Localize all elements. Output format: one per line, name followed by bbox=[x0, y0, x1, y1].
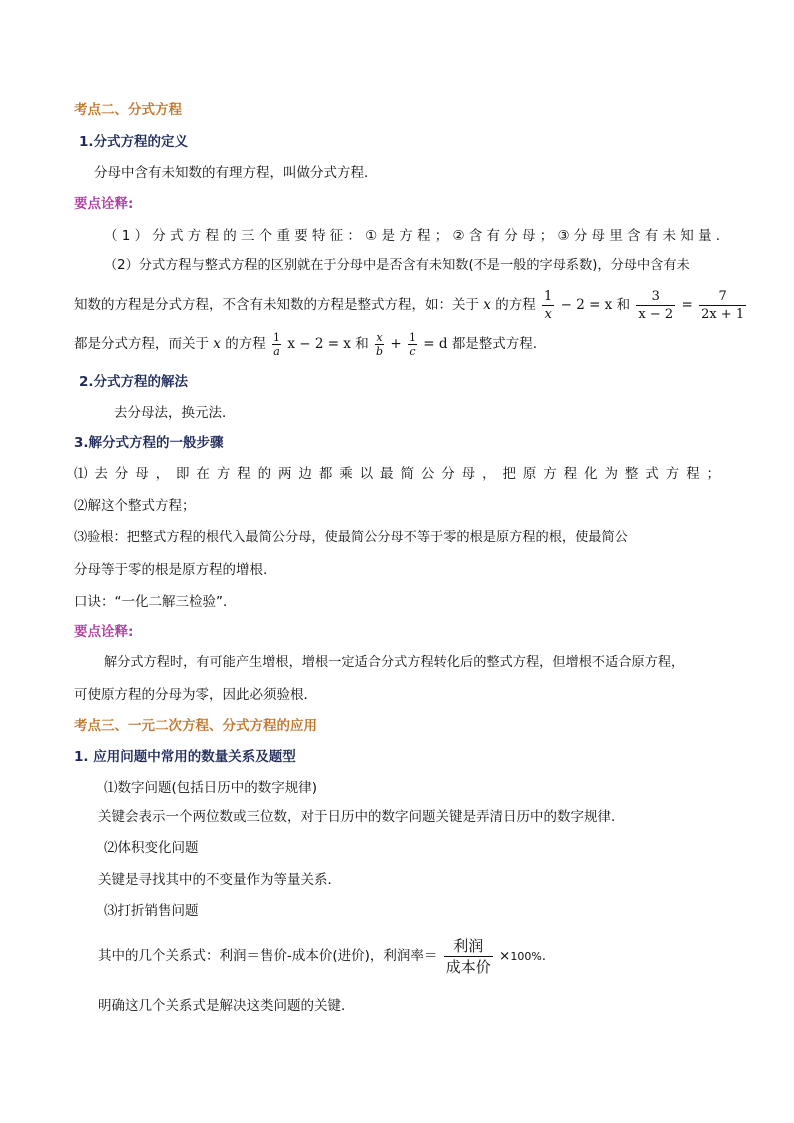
item-discount-problem: ⑶打折销售问题 bbox=[104, 903, 199, 919]
profit-rate-fraction: $\frac{\text{利润}}{\text{成本价}}$ bbox=[445, 936, 491, 976]
note-difference-line3 bbox=[74, 322, 537, 366]
conjunction-and: 和 bbox=[616, 297, 631, 313]
item-number-problem-desc: 关键会表示一个两位数或三位数，对于日历中的数字问题关键是弄清日历中的数字规律． bbox=[98, 809, 625, 825]
conclusion-text: 明确这几个关系式是解决这类问题的关键． bbox=[98, 998, 355, 1014]
var-x-2: x bbox=[213, 336, 221, 352]
section2-title: 考点二、分式方程 bbox=[74, 102, 182, 118]
step-3-line1: ⑶验根：把整式方程的根代入最简公分母，使最简公分母不等于零的根是原方程的根，使最简公 bbox=[74, 530, 628, 545]
fraction-1-over-c: $\frac{1}{c}$ bbox=[408, 330, 416, 358]
var-x: x bbox=[483, 297, 491, 313]
fraction-3-over-x-2: $\frac{3}{x - 2}$ bbox=[638, 288, 674, 322]
fraction-1-over-x: $\frac{1}{x}$ bbox=[544, 288, 553, 322]
equation1-rest: − 2 = x bbox=[560, 297, 613, 313]
note-difference-line3-word: 的方程 bbox=[225, 336, 266, 352]
note-difference-line1: （2）分式方程与整式方程的区别就在于分母中是否含有未知数(不是一般的字母系数)，分母中含有未 bbox=[104, 258, 690, 273]
item-volume-problem: ⑵体积变化问题 bbox=[104, 840, 199, 856]
heading-applications: 1. 应用问题中常用的数量关系及题型 bbox=[74, 749, 296, 765]
note-difference-line3-text: 都是分式方程，而关于 bbox=[74, 336, 209, 352]
note-label: 要点诠释: bbox=[74, 196, 134, 212]
step-3-line2: 分母等于零的根是原方程的增根. bbox=[74, 562, 268, 578]
fraction-x-over-b: $\frac{x}{b}$ bbox=[376, 330, 384, 358]
step-1: ⑴去分母，即在方程的两边都乘以最简公分母，把原方程化为整式方程； bbox=[74, 466, 720, 482]
plus-sign: + bbox=[390, 336, 402, 352]
percent-value: 100% bbox=[510, 950, 542, 963]
heading-solution-method: 2.分式方程的解法 bbox=[79, 374, 189, 390]
item-volume-problem-desc: 关键是寻找其中的不变量作为等量关系． bbox=[98, 872, 341, 888]
fraction-1-over-a: $\frac{1}{a}$ bbox=[273, 330, 281, 358]
item-number-problem: ⑴数字问题(包括日历中的数字规律) bbox=[104, 780, 318, 796]
step-2: ⑵解这个整式方程； bbox=[74, 498, 196, 514]
equals-sign: = bbox=[681, 297, 693, 313]
section3-title: 考点三、一元二次方程、分式方程的应用 bbox=[74, 718, 317, 734]
mnemonic: 口诀：“一化二解三检验”． bbox=[74, 594, 237, 610]
definition-text: 分母中含有未知数的有理方程，叫做分式方程． bbox=[94, 165, 378, 181]
note-difference-line2-word: 的方程 bbox=[495, 297, 536, 313]
note-extraneous-line2: 可使原方程的分母为零，因此必须验根． bbox=[74, 687, 317, 703]
times-sign: × bbox=[499, 948, 511, 964]
note-features: （1）分式方程的三个重要特征：①是方程；②含有分母；③分母里含有未知量. bbox=[104, 228, 720, 244]
note-difference-line3-end: 都是整式方程. bbox=[451, 336, 538, 352]
heading-general-steps: 3.解分式方程的一般步骤 bbox=[74, 435, 224, 451]
conjunction-and-2: 和 bbox=[355, 336, 369, 352]
note-difference-line2-text: 知数的方程是分式方程，不含有未知数的方程是整式方程，如：关于 bbox=[74, 297, 479, 313]
solution-method-text: 去分母法，换元法． bbox=[114, 405, 236, 421]
fraction-7-over-2x-1: $\frac{7}{2x + 1}$ bbox=[701, 288, 745, 322]
equation4-rest: = d bbox=[423, 336, 448, 352]
heading-definition: 1.分式方程的定义 bbox=[79, 134, 189, 150]
period: . bbox=[541, 948, 547, 964]
item-discount-problem-desc bbox=[98, 932, 546, 980]
note-label-2: 要点诠释: bbox=[74, 624, 134, 640]
equation3-rest: x − 2 = x bbox=[287, 336, 351, 352]
note-extraneous-line1: 解分式方程时，有可能产生增根，增根一定适合分式方程转化后的整式方程，但增根不适合原方程， bbox=[104, 655, 685, 670]
discount-relations-text: 其中的几个关系式：利润＝售价-成本价(进价)，利润率＝ bbox=[98, 948, 438, 964]
